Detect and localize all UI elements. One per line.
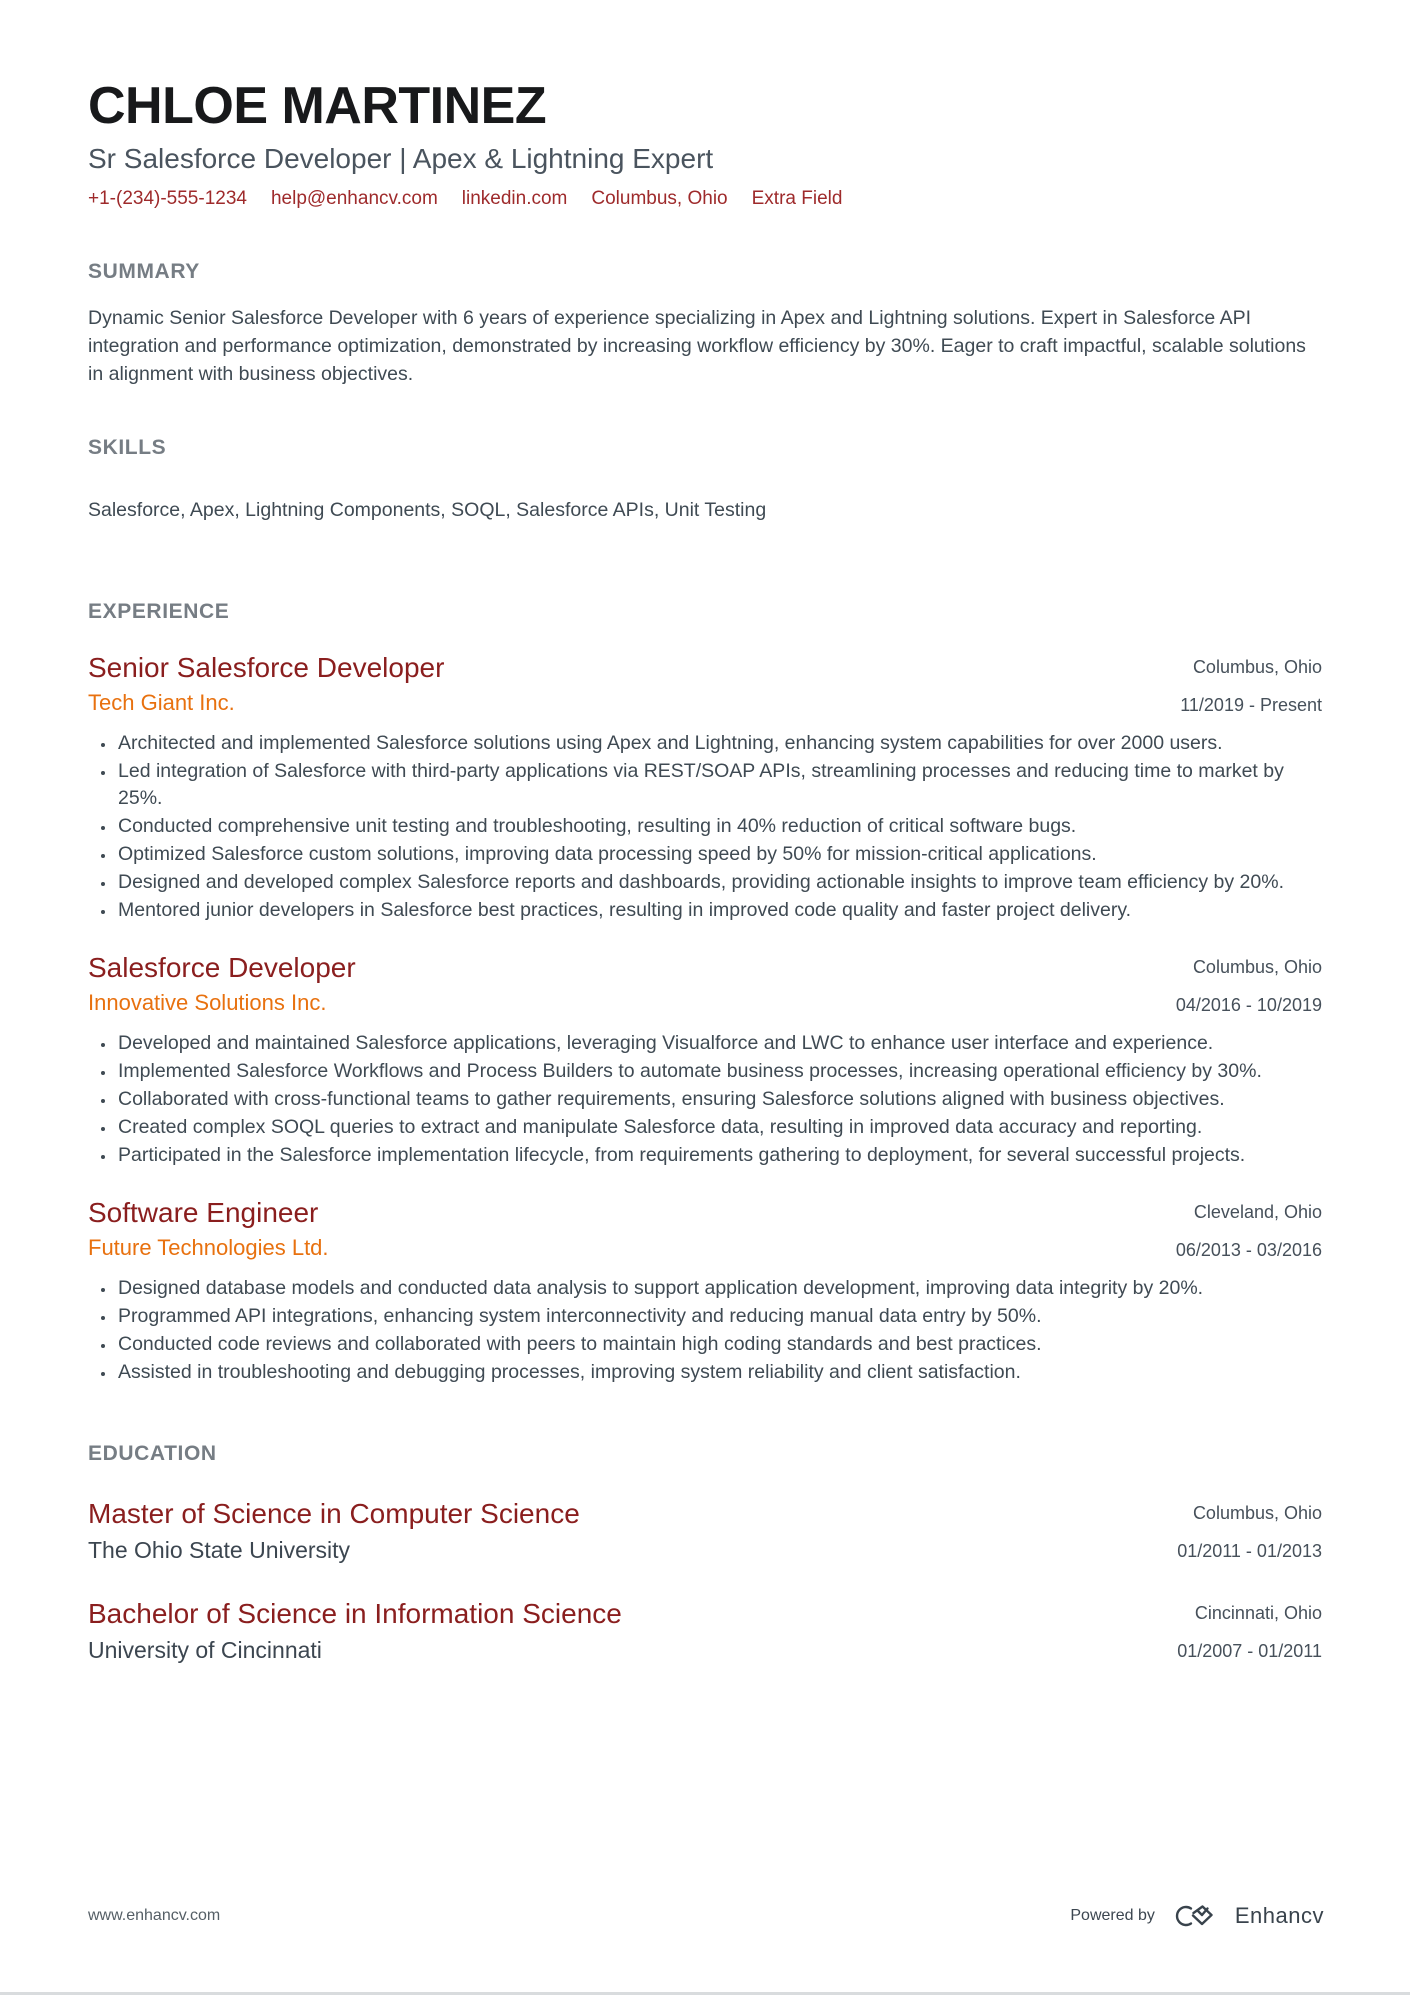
job-location: Columbus, Ohio [1192,956,1322,977]
contact-extra-field[interactable]: Extra Field [751,187,843,209]
experience-section [88,600,1322,1386]
skills-list: Salesforce, Apex, Lightning Components, SOQL, Salesforce APIs, Unit Testing [88,498,767,521]
company-name: Future Technologies Ltd. [88,1234,329,1260]
contact-linkedin[interactable]: linkedin.com [461,187,568,209]
job-bullet-list [88,1030,1322,1169]
education-section [88,1442,1322,1666]
job-bullet: • Conducted code reviews and collaborated with peers to maintain high coding standards and best practices. [116,1331,1322,1358]
experience-entry-titles [88,650,1180,718]
contact-email[interactable]: help@enhancv.com [270,187,438,209]
degree-title: Bachelor of Science in Information Science [88,1597,622,1629]
job-location: Cleveland, Ohio [1193,1201,1322,1222]
skills-heading: SKILLS [88,435,167,459]
experience-entry-titles [88,950,1176,1018]
job-dates: 11/2019 - Present [1180,694,1322,715]
education-entry-header [88,1596,1322,1666]
job-bullet: • Collaborated with cross-functional teams to gather requirements, ensuring Salesforce solutions aligned with business objectives. [116,1086,1322,1113]
enhancv-logo-icon [1169,1902,1221,1930]
page-footer [88,1902,1324,1930]
education-entry-header [88,1496,1322,1566]
job-bullet: • Assisted in troubleshooting and debugging processes, improving system reliability and client satisfaction. [116,1359,1322,1386]
job-bullet: • Created complex SOQL queries to extract and manipulate Salesforce data, resulting in improved data accuracy and reporting. [116,1114,1322,1141]
job-bullet: • Developed and maintained Salesforce applications, leveraging Visualforce and LWC to enhance user interface and experience. [116,1030,1322,1057]
experience-entry-titles [88,1195,1176,1263]
experience-entry-meta [1176,950,1322,1018]
job-bullet-list [88,1275,1322,1386]
education-entry-titles [88,1596,1177,1666]
company-name: Tech Giant Inc. [88,689,235,715]
education-entry-2 [88,1596,1322,1666]
degree-title: Master of Science in Computer Science [88,1497,580,1529]
degree-dates: 01/2007 - 01/2011 [1177,1640,1322,1661]
experience-entry-3 [88,1195,1322,1386]
experience-entry-meta [1180,650,1322,718]
person-name: CHLOE MARTINEZ [88,77,547,135]
job-title: Salesforce Developer [88,951,356,983]
job-headline: Sr Salesforce Developer | Apex & Lightning Expert [88,143,714,175]
job-dates: 06/2013 - 03/2016 [1175,1239,1322,1260]
experience-entry-meta [1176,1195,1322,1263]
company-name: Innovative Solutions Inc. [88,989,327,1015]
experience-entry-2 [88,950,1322,1169]
job-location: Columbus, Ohio [1192,656,1322,677]
job-title: Software Engineer [88,1196,319,1228]
job-bullet-list [88,730,1322,924]
contact-phone[interactable]: +1-(234)-555-1234 [88,187,247,209]
experience-entry-header [88,1195,1322,1263]
summary-section [88,260,1322,388]
summary-text: Dynamic Senior Salesforce Developer with 6 years of experience specializing in Apex and Lightning solutions. Expert in Salesforce API integration and performance optimization, demonstrated by increasing workflow efficiency by 30%. Eager to craft impactful, scalable solutions in alignment with business objectives. [88,306,1306,385]
education-heading: EDUCATION [88,1441,217,1465]
powered-by-brand [1070,1902,1324,1930]
resume-header [88,78,1322,210]
job-bullet: • Participated in the Salesforce implementation lifecycle, from requirements gathering to deployment, for several successful projects. [116,1142,1322,1169]
experience-entry-header [88,950,1322,1018]
job-title: Senior Salesforce Developer [88,651,445,683]
job-bullet: • Designed database models and conducted data analysis to support application development, improving data integrity by 20%. [116,1275,1322,1302]
education-entry-1 [88,1496,1322,1566]
education-entry-meta [1177,1596,1322,1664]
school-name: The Ohio State University [88,1536,351,1563]
powered-by-label: Powered by [1070,1907,1155,1924]
education-entry-titles [88,1496,1177,1566]
job-bullet: • Mentored junior developers in Salesforce best practices, resulting in improved code quality and faster project delivery. [116,897,1322,924]
job-dates: 04/2016 - 10/2019 [1175,994,1322,1015]
job-bullet: • Led integration of Salesforce with third-party applications via REST/SOAP APIs, streamlining processes and reducing time to market by 25%. [116,758,1322,812]
job-bullet: • Conducted comprehensive unit testing and troubleshooting, resulting in 40% reduction of critical software bugs. [116,813,1322,840]
job-bullet: • Programmed API integrations, enhancing system interconnectivity and reducing manual data entry by 50%. [116,1303,1322,1330]
skills-section [88,436,1322,524]
contact-location[interactable]: Columbus, Ohio [591,187,728,209]
contact-row [88,188,1322,210]
experience-heading: EXPERIENCE [88,599,230,623]
degree-dates: 01/2011 - 01/2013 [1177,1540,1322,1561]
degree-location: Cincinnati, Ohio [1194,1602,1322,1623]
job-bullet: • Implemented Salesforce Workflows and Process Builders to automate business processes, increasing operational efficiency by 30%. [116,1058,1322,1085]
school-name: University of Cincinnati [88,1636,322,1663]
job-bullet: • Designed and developed complex Salesforce reports and dashboards, providing actionable insights to improve team efficiency by 20%. [116,869,1322,896]
job-bullet: • Architected and implemented Salesforce solutions using Apex and Lightning, enhancing system capabilities for over 2000 users. [116,730,1322,757]
enhancv-site-link[interactable]: www.enhancv.com [88,1907,221,1924]
degree-location: Columbus, Ohio [1192,1502,1322,1523]
experience-entry-1 [88,650,1322,924]
job-bullet: • Optimized Salesforce custom solutions, improving data processing speed by 50% for mission-critical applications. [116,841,1322,868]
education-entry-meta [1177,1496,1322,1564]
experience-entry-header [88,650,1322,718]
enhancv-brand-name: Enhancv [1234,1903,1324,1928]
summary-heading: SUMMARY [88,259,200,283]
